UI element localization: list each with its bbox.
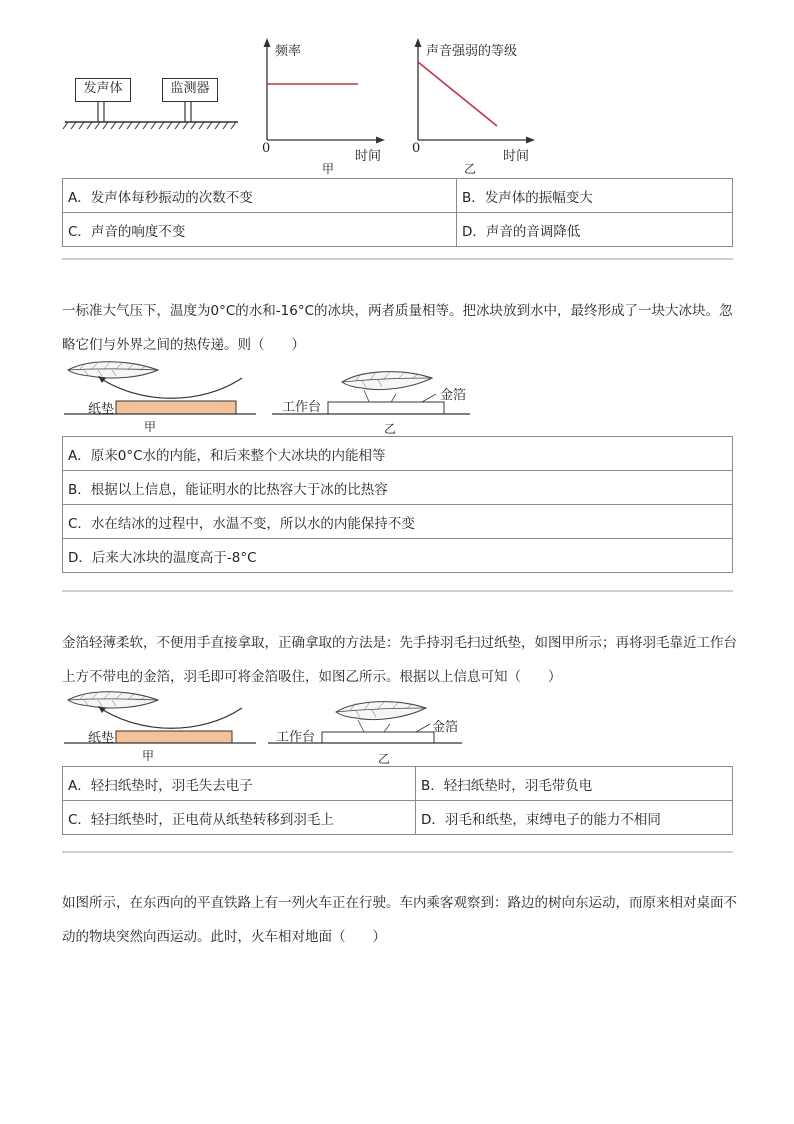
graph-b-xlabel: 时间 [503, 149, 530, 164]
q2-option-a[interactable]: A．原来0°C水的内能，和后来整个大冰块的内能相等 [63, 437, 733, 471]
q1-option-c[interactable]: C．声音的响度不变 [63, 213, 457, 247]
q3-bench-label: 工作台 [276, 730, 316, 745]
q2-option-c[interactable]: C．水在结冰的过程中，水温不变，所以水的内能保持不变 [63, 505, 733, 539]
q1-option-a[interactable]: A．发声体每秒振动的次数不变 [63, 179, 457, 213]
q1-options-table [62, 178, 733, 247]
sound-source-box: 发声体 [75, 78, 131, 102]
graph-a-xlabel: 时间 [355, 149, 382, 164]
graph-b-caption: 乙 [464, 162, 477, 176]
q2-paper-label: 纸垫 [88, 402, 115, 417]
q3-caption-b: 乙 [378, 752, 391, 766]
q2-bench-label: 工作台 [282, 400, 322, 415]
graph-b-ylabel: 声音强弱的等级 [426, 44, 518, 59]
ground-diagram [60, 98, 245, 132]
q2-option-d[interactable]: D．后来大冰块的温度高于-8°C [63, 539, 733, 573]
q3-option-c[interactable]: C．轻扫纸垫时，正电荷从纸垫转移到羽毛上 [63, 801, 416, 835]
q3-option-d[interactable]: D．羽毛和纸垫，束缚电子的能力不相同 [416, 801, 733, 835]
q3-option-b[interactable]: B．轻扫纸垫时，羽毛带负电 [416, 767, 733, 801]
q3-foil-label: 金箔 [432, 720, 459, 735]
detector-box: 监测器 [162, 78, 218, 102]
q2-caption-a: 甲 [144, 420, 157, 434]
q4-text: 如图所示，在东西向的平直铁路上有一列火车正在行驶。车内乘客观察到：路边的树向东运动，而原来相对桌面不动的物块突然向西运动。此时，火车相对地面（ ） [62, 895, 737, 945]
loudness-line [418, 62, 497, 126]
q2-foil-label: 金箔 [440, 388, 467, 403]
q1-option-d[interactable]: D．声音的音调降低 [457, 213, 733, 247]
q2-caption-b: 乙 [384, 422, 397, 436]
graph-b-origin: 0 [412, 141, 421, 156]
separator-2 [62, 590, 733, 592]
q2-option-b[interactable]: B．根据以上信息，能证明水的比热容大于冰的比热容 [63, 471, 733, 505]
q2-options-table [62, 436, 733, 573]
q3-text: 金箔轻薄柔软，不便用手直接拿取，正确拿取的方法是：先手持羽毛扫过纸垫，如图甲所示；再将羽毛靠近工作台上方不带电的金箔，羽毛即可将金箔吸住，如图乙所示。根据以上信息可知（ ） [62, 635, 737, 685]
q3-paper-label: 纸垫 [88, 731, 115, 746]
separator-1 [62, 258, 733, 260]
q2-text: 一标准大气压下，温度为0°C的水和-16°C的冰块，两者质量相等。把冰块放到水中，最终形成了一块大冰块。忽略它们与外界之间的热传递。则（ ） [62, 303, 733, 353]
graph-a-caption: 甲 [322, 162, 335, 176]
separator-3 [62, 851, 733, 853]
graph-a-origin: 0 [262, 141, 271, 156]
q3-options-table [62, 766, 733, 835]
graph-a-ylabel: 频率 [275, 44, 302, 59]
q3-option-a[interactable]: A．轻扫纸垫时，羽毛失去电子 [63, 767, 416, 801]
q1-option-b[interactable]: B．发声体的振幅变大 [457, 179, 733, 213]
q3-caption-a: 甲 [142, 749, 155, 763]
